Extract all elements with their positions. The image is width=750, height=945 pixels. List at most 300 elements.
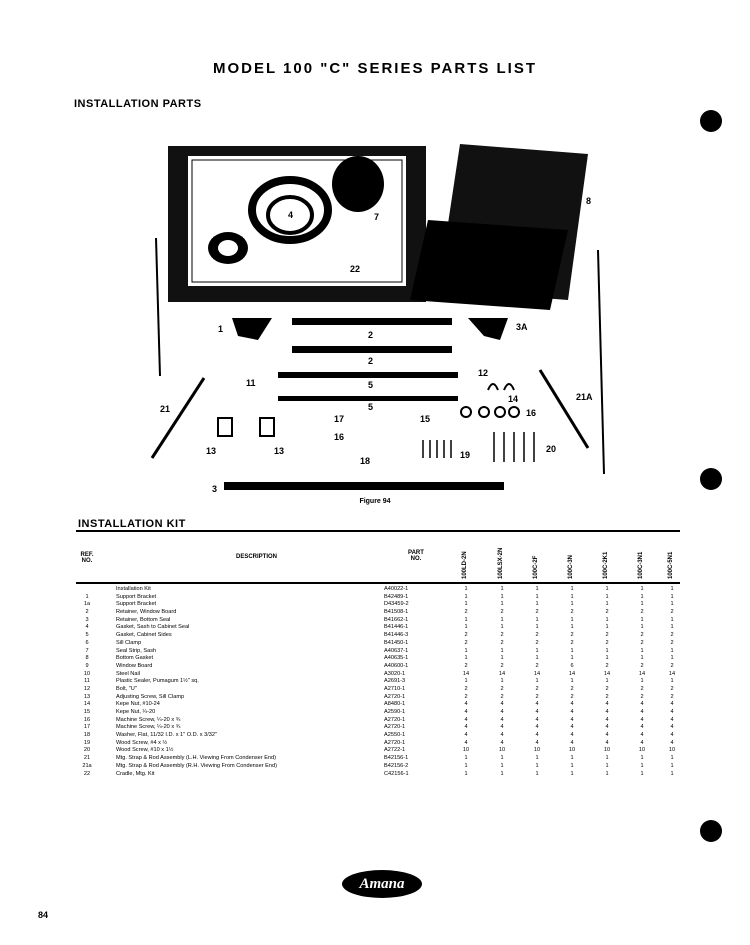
ref-cell: 21a — [82, 762, 92, 769]
callout-20: 20 — [546, 444, 557, 454]
part-number-cell: A2550-1 — [384, 732, 406, 739]
quantity-cell: 1 — [500, 616, 504, 623]
description-cell: Gasket, Sash to Cabinet Seal — [116, 624, 190, 631]
binder-hole — [700, 110, 722, 132]
quantity-cell: 1 — [464, 655, 468, 662]
ref-cell: 2 — [85, 609, 89, 616]
quantity-cell: 1 — [535, 616, 539, 623]
part-number-cell: A2720-1 — [384, 739, 406, 746]
quantity-cell: 1 — [535, 601, 539, 608]
ref-cell: 13 — [83, 693, 91, 700]
description-cell: Retainer, Window Board — [116, 609, 177, 616]
quantity-cell: 4 — [570, 716, 574, 723]
table-header — [76, 530, 680, 584]
quantity-cell: 1 — [640, 593, 644, 600]
quantity-cell: 1 — [670, 678, 674, 685]
quantity-cell: 1 — [640, 624, 644, 631]
quantity-cell: 2 — [640, 632, 644, 639]
quantity-cell: 14 — [533, 670, 541, 677]
quantity-cell: 2 — [500, 685, 504, 692]
model-header: 100LD-2N — [462, 551, 468, 579]
quantity-cell: 2 — [500, 609, 504, 616]
part-number-cell: A8480-1 — [384, 701, 406, 708]
table-row — [76, 709, 680, 717]
description-cell: Machine Screw, ¼-20 x ¾ — [116, 716, 181, 723]
installation-parts-figure — [148, 140, 608, 500]
quantity-cell: 4 — [605, 724, 609, 731]
ref-cell: 9 — [85, 662, 89, 669]
quantity-cell: 1 — [500, 770, 504, 777]
quantity-cell: 4 — [570, 724, 574, 731]
ref-cell: 10 — [83, 670, 91, 677]
quantity-cell: 2 — [570, 632, 574, 639]
page-title: MODEL 100 "C" SERIES PARTS LIST — [212, 60, 538, 77]
table-row — [76, 755, 680, 763]
quantity-cell: 1 — [535, 647, 539, 654]
description-cell: Mtg. Strap & Rod Assembly (R.H. Viewing From Condenser End) — [116, 762, 277, 769]
part-number-cell: C42156-1 — [384, 770, 409, 777]
callout-18: 18 — [360, 456, 371, 466]
quantity-cell: 2 — [670, 685, 674, 692]
callout-21A: 21A — [576, 392, 593, 402]
quantity-cell: 14 — [568, 670, 576, 677]
quantity-cell: 1 — [464, 624, 468, 631]
description-cell: Seal Strip, Sash — [116, 647, 157, 654]
quantity-cell: 2 — [670, 662, 674, 669]
callout-8: 8 — [586, 196, 592, 206]
quantity-cell: 1 — [570, 647, 574, 654]
quantity-cell: 2 — [535, 662, 539, 669]
description-cell: Washer, Flat, 11/32 I.D. x 1" O.D. x 3/32" — [116, 732, 217, 739]
table-row — [76, 655, 680, 663]
table-row — [76, 632, 680, 640]
ref-cell: 14 — [83, 701, 91, 708]
description-cell: Support Bracket — [116, 593, 157, 600]
quantity-cell: 4 — [464, 732, 468, 739]
quantity-cell: 14 — [603, 670, 611, 677]
quantity-cell: 1 — [605, 624, 609, 631]
quantity-cell: 4 — [670, 716, 674, 723]
section-title: INSTALLATION PARTS — [74, 98, 202, 110]
callout-3A: 3A — [516, 322, 528, 332]
description-cell: Installation Kit — [116, 586, 151, 592]
quantity-cell: 1 — [535, 770, 539, 777]
callout-13: 13 — [274, 446, 285, 456]
part-number-cell: B41446-3 — [384, 632, 409, 639]
quantity-cell: 2 — [500, 639, 504, 646]
quantity-cell: 2 — [640, 685, 644, 692]
quantity-cell: 4 — [500, 716, 504, 723]
quantity-cell: 1 — [464, 616, 468, 623]
quantity-cell: 2 — [570, 693, 574, 700]
model-header: 100LSX-2N — [498, 547, 504, 579]
quantity-cell: 1 — [670, 616, 674, 623]
quantity-cell: 4 — [605, 716, 609, 723]
quantity-cell: 14 — [638, 670, 646, 677]
quantity-cell: 4 — [464, 739, 468, 746]
quantity-cell: 14 — [462, 670, 470, 677]
quantity-cell: 1 — [640, 755, 644, 762]
quantity-cell: 1 — [464, 647, 468, 654]
quantity-cell: 2 — [570, 639, 574, 646]
table-row — [76, 624, 680, 632]
quantity-cell: 1 — [640, 616, 644, 623]
quantity-cell: 4 — [535, 724, 539, 731]
description-cell: Cradle, Mtg. Kit — [116, 770, 155, 777]
callout-5: 5 — [368, 380, 374, 390]
quantity-cell: 4 — [605, 739, 609, 746]
ref-cell: 15 — [83, 709, 91, 715]
quantity-cell: 2 — [640, 609, 644, 616]
table-row — [76, 663, 680, 671]
quantity-cell: 4 — [640, 739, 644, 746]
binder-hole — [700, 468, 722, 490]
quantity-cell: 1 — [464, 593, 468, 600]
model-header: 100C-5N1 — [668, 551, 674, 579]
part-number-cell: B41446-1 — [384, 624, 409, 631]
quantity-cell: 4 — [670, 709, 674, 715]
quantity-cell: 1 — [500, 593, 504, 600]
quantity-cell: 1 — [570, 755, 574, 762]
part-header: PART NO. — [408, 550, 424, 562]
quantity-cell: 2 — [605, 685, 609, 692]
figure-caption: Figure 94 — [359, 498, 391, 505]
quantity-cell: 2 — [605, 632, 609, 639]
model-header: 100C-3N1 — [638, 551, 644, 579]
quantity-cell: 10 — [668, 747, 676, 754]
quantity-cell: 10 — [498, 747, 506, 754]
quantity-cell: 4 — [500, 709, 504, 715]
quantity-cell: 1 — [570, 624, 574, 631]
quantity-cell: 2 — [640, 639, 644, 646]
quantity-cell: 1 — [535, 655, 539, 662]
table-row — [76, 717, 680, 725]
quantity-cell: 2 — [605, 693, 609, 700]
description-cell: Wood Screw, #10 x 1½ — [116, 747, 174, 754]
quantity-cell: 10 — [638, 747, 646, 754]
part-number-cell: B41450-1 — [384, 639, 409, 646]
quantity-cell: 1 — [500, 755, 504, 762]
callout-2: 2 — [368, 356, 374, 366]
quantity-cell: 2 — [670, 609, 674, 616]
part-number-cell: A40600-1 — [384, 662, 409, 669]
part-number-cell: B42156-1 — [384, 755, 409, 762]
quantity-cell: 2 — [500, 662, 504, 669]
quantity-cell: 1 — [605, 770, 609, 777]
table-row — [76, 694, 680, 702]
quantity-cell: 2 — [570, 685, 574, 692]
ref-cell: 20 — [83, 747, 91, 754]
table-row — [76, 648, 680, 656]
quantity-cell: 1 — [464, 678, 468, 685]
ref-cell: 5 — [85, 632, 89, 639]
quantity-cell: 1 — [640, 647, 644, 654]
ref-cell: 22 — [83, 770, 91, 777]
quantity-cell: 1 — [640, 770, 644, 777]
quantity-cell: 1 — [535, 762, 539, 769]
quantity-cell: 1 — [605, 655, 609, 662]
callout-4: 4 — [288, 210, 294, 220]
callout-3: 3 — [212, 484, 218, 494]
ref-cell: 16 — [83, 716, 91, 723]
callout-5: 5 — [368, 402, 374, 412]
part-number-cell: A40637-1 — [384, 647, 409, 654]
quantity-cell: 4 — [570, 739, 574, 746]
quantity-cell: 10 — [568, 747, 576, 754]
part-number-cell: B41508-1 — [384, 609, 409, 616]
model-header: 100C-2F — [533, 555, 539, 579]
kit-title: INSTALLATION KIT — [78, 518, 186, 530]
quantity-cell: 4 — [640, 716, 644, 723]
callout-15: 15 — [420, 414, 431, 424]
quantity-cell: 1 — [670, 601, 674, 608]
quantity-cell: 4 — [570, 701, 574, 708]
part-number-cell: A2590-1 — [384, 709, 406, 715]
quantity-cell: 2 — [535, 609, 539, 616]
callout-2: 2 — [368, 330, 374, 340]
part-number-cell: A40635-1 — [384, 655, 409, 662]
ref-header: REF. NO. — [80, 552, 94, 564]
quantity-cell: 2 — [605, 639, 609, 646]
quantity-cell: 1 — [605, 601, 609, 608]
quantity-cell: 2 — [500, 693, 504, 700]
table-row — [76, 724, 680, 732]
callout-21: 21 — [160, 404, 171, 414]
quantity-cell: 1 — [500, 655, 504, 662]
callout-6: 6 — [224, 244, 230, 254]
quantity-cell: 4 — [605, 701, 609, 708]
quantity-cell: 4 — [500, 701, 504, 708]
part-number-cell: A2722-1 — [384, 747, 406, 754]
quantity-cell: 10 — [533, 747, 541, 754]
quantity-cell: 14 — [668, 670, 676, 677]
callout-7: 7 — [374, 212, 380, 222]
quantity-cell: 1 — [570, 762, 574, 769]
quantity-cell: 1 — [670, 655, 674, 662]
description-cell: Adjusting Screw, Sill Clamp — [116, 693, 185, 700]
quantity-cell: 1 — [670, 755, 674, 762]
table-row — [76, 640, 680, 648]
quantity-cell: 4 — [464, 701, 468, 708]
description-cell: Sill Clamp — [116, 639, 142, 646]
callout-16: 16 — [526, 408, 537, 418]
quantity-cell: 1 — [464, 770, 468, 777]
description-cell: Bottom Gasket — [116, 655, 153, 662]
quantity-cell: 1 — [500, 624, 504, 631]
quantity-cell: 4 — [670, 724, 674, 731]
quantity-cell: 1 — [535, 755, 539, 762]
quantity-cell: 2 — [464, 685, 468, 692]
quantity-cell: 4 — [570, 709, 574, 715]
quantity-cell: 1 — [500, 586, 504, 592]
table-row — [76, 701, 680, 709]
table-body — [76, 584, 680, 778]
quantity-cell: 1 — [570, 593, 574, 600]
quantity-cell: 2 — [464, 662, 468, 669]
ref-cell: 8 — [85, 655, 89, 662]
callout-17: 17 — [334, 414, 345, 424]
quantity-cell: 1 — [670, 593, 674, 600]
quantity-cell: 2 — [464, 609, 468, 616]
callout-16: 16 — [334, 432, 345, 442]
quantity-cell: 1 — [570, 586, 574, 592]
quantity-cell: 2 — [535, 693, 539, 700]
table-row — [76, 678, 680, 686]
quantity-cell: 4 — [670, 701, 674, 708]
description-cell: Mtg. Strap & Rod Assembly (L.H. Viewing From Condenser End) — [116, 755, 277, 762]
description-cell: Bolt, "U" — [116, 685, 137, 692]
quantity-cell: 4 — [535, 716, 539, 723]
quantity-cell: 1 — [535, 593, 539, 600]
quantity-cell: 1 — [605, 647, 609, 654]
quantity-cell: 4 — [670, 732, 674, 739]
amana-logo: Amana — [342, 870, 422, 898]
quantity-cell: 1 — [500, 678, 504, 685]
table-row — [76, 732, 680, 740]
ref-cell: 12 — [83, 685, 91, 692]
quantity-cell: 1 — [570, 678, 574, 685]
parts-table — [76, 530, 680, 778]
part-number-cell: A2720-1 — [384, 724, 406, 731]
part-number-cell: D43459-2 — [384, 601, 409, 608]
table-row — [76, 763, 680, 771]
description-cell: Steel Nail — [116, 670, 140, 677]
quantity-cell: 4 — [605, 732, 609, 739]
part-number-cell: A2710-1 — [384, 685, 406, 692]
quantity-cell: 1 — [605, 678, 609, 685]
ref-cell: 17 — [83, 724, 91, 731]
quantity-cell: 1 — [670, 770, 674, 777]
part-number-cell: B41662-1 — [384, 616, 409, 623]
quantity-cell: 1 — [464, 762, 468, 769]
quantity-cell: 10 — [603, 747, 611, 754]
part-number-cell: A3020-1 — [384, 670, 406, 677]
quantity-cell: 4 — [464, 724, 468, 731]
quantity-cell: 4 — [464, 716, 468, 723]
quantity-cell: 1 — [605, 586, 609, 592]
quantity-cell: 1 — [500, 762, 504, 769]
quantity-cell: 1 — [500, 601, 504, 608]
description-cell: Gasket, Cabinet Sides — [116, 632, 172, 639]
description-cell: Kepe Nut, #10-24 — [116, 701, 160, 708]
quantity-cell: 4 — [500, 724, 504, 731]
quantity-cell: 4 — [535, 709, 539, 715]
quantity-cell: 4 — [500, 732, 504, 739]
quantity-cell: 4 — [640, 709, 644, 715]
quantity-cell: 4 — [464, 709, 468, 715]
quantity-cell: 1 — [464, 601, 468, 608]
table-row — [76, 617, 680, 625]
table-row — [76, 609, 680, 617]
ref-cell: 6 — [85, 639, 89, 646]
quantity-cell: 1 — [535, 678, 539, 685]
description-cell: Window Board — [116, 662, 153, 669]
ref-cell: 3 — [85, 616, 89, 623]
part-number-cell: B42489-1 — [384, 593, 409, 600]
quantity-cell: 2 — [464, 632, 468, 639]
model-header: 100C-3N — [568, 554, 574, 579]
quantity-cell: 4 — [670, 739, 674, 746]
quantity-cell: 2 — [605, 609, 609, 616]
quantity-cell: 4 — [535, 701, 539, 708]
ref-cell: 19 — [83, 739, 91, 746]
quantity-cell: 14 — [498, 670, 506, 677]
quantity-cell: 2 — [640, 693, 644, 700]
description-header: DESCRIPTION — [236, 554, 278, 560]
quantity-cell: 4 — [535, 739, 539, 746]
quantity-cell: 1 — [464, 755, 468, 762]
binder-hole — [700, 820, 722, 842]
quantity-cell: 1 — [605, 762, 609, 769]
quantity-cell: 1 — [535, 624, 539, 631]
table-row — [76, 594, 680, 602]
quantity-cell: 1 — [570, 770, 574, 777]
description-cell: Plastic Sealer, Pumagum 1½" sq. — [116, 678, 199, 685]
quantity-cell: 1 — [640, 601, 644, 608]
quantity-cell: 4 — [535, 732, 539, 739]
ref-cell: 21 — [83, 755, 91, 762]
description-cell: Retainer, Bottom Seal — [116, 616, 171, 623]
quantity-cell: 6 — [570, 662, 574, 669]
quantity-cell: 1 — [670, 647, 674, 654]
callout-11: 11 — [246, 378, 256, 388]
callout-1: 1 — [218, 324, 224, 334]
quantity-cell: 2 — [640, 662, 644, 669]
quantity-cell: 1 — [535, 586, 539, 592]
quantity-cell: 1 — [640, 762, 644, 769]
ref-cell: 7 — [85, 647, 89, 654]
quantity-cell: 4 — [500, 739, 504, 746]
quantity-cell: 2 — [670, 632, 674, 639]
ref-cell: 4 — [85, 624, 89, 631]
quantity-cell: 2 — [535, 685, 539, 692]
quantity-cell: 2 — [500, 632, 504, 639]
quantity-cell: 1 — [605, 616, 609, 623]
table-row — [76, 747, 680, 755]
description-cell: Machine Screw, ¼-20 x ¾ — [116, 724, 181, 731]
part-number-cell: B42156-2 — [384, 762, 409, 769]
part-number-cell: A2720-1 — [384, 693, 406, 700]
description-cell: Wood Screw, #4 x ½ — [116, 739, 168, 746]
ref-cell: 18 — [83, 732, 91, 739]
table-row — [76, 686, 680, 694]
quantity-cell: 1 — [670, 624, 674, 631]
quantity-cell: 10 — [462, 747, 470, 754]
ref-cell: 1 — [85, 593, 89, 600]
quantity-cell: 2 — [535, 632, 539, 639]
quantity-cell: 1 — [605, 593, 609, 600]
quantity-cell: 4 — [640, 732, 644, 739]
description-cell: Support Bracket — [116, 601, 157, 608]
quantity-cell: 1 — [500, 647, 504, 654]
ref-cell: 11 — [84, 678, 90, 685]
quantity-cell: 2 — [670, 693, 674, 700]
part-number-cell: A40022-1 — [384, 586, 409, 592]
quantity-cell: 1 — [570, 601, 574, 608]
quantity-cell: 2 — [605, 662, 609, 669]
quantity-cell: 1 — [640, 586, 644, 592]
description-cell: Kepe Nut, ¼-20 — [116, 709, 156, 715]
callout-19: 19 — [460, 450, 471, 460]
quantity-cell: 1 — [640, 678, 644, 685]
model-header: 100C-2K1 — [603, 551, 609, 579]
quantity-cell: 1 — [670, 586, 674, 592]
quantity-cell: 4 — [640, 701, 644, 708]
quantity-cell: 1 — [605, 755, 609, 762]
quantity-cell: 2 — [670, 639, 674, 646]
quantity-cell: 4 — [640, 724, 644, 731]
callout-22: 22 — [350, 264, 361, 274]
